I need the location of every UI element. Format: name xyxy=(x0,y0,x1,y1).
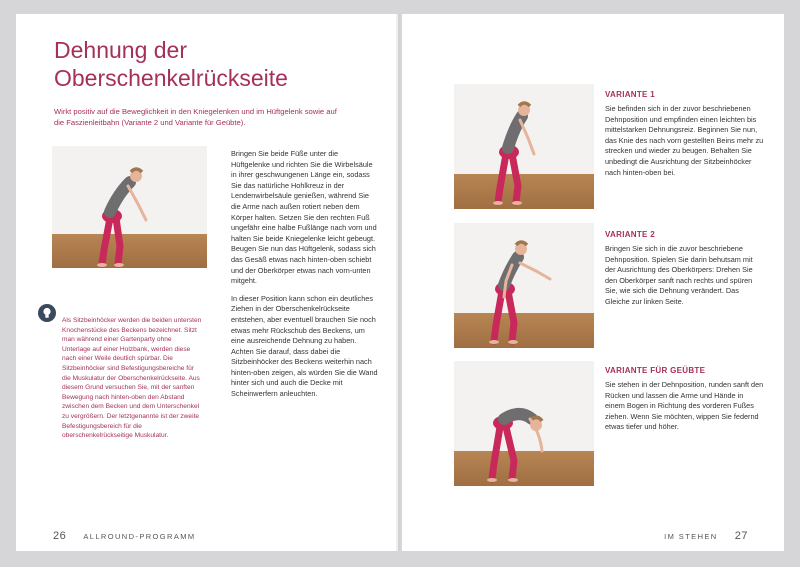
paragraph-1: Bringen Sie beide Füße unter die Hüftgelenke und richten Sie die Wirbelsäule in ihrer geschwungenen Länge ein, sodass Sie das natürliche Hohlkreuz in der Lendenwirbelsäule genießen, während Sie die Arme nach außen rotiert neben dem Körper halten. Setzen Sie den rechten Fuß ungefähr eine halbe Fußlänge nach vorn und halten Sie beide Kniegelenke leicht gebeugt. Beugen Sie nun das Hüftgelenk, sodass sich das Gesäß etwas nach hinten-oben schiebt und der Oberkörper etwas nach vorn-unten mitgeht. xyxy=(231,149,377,286)
variant-advanced-heading: VARIANTE FÜR GEÜBTE xyxy=(605,366,706,375)
lightbulb-icon xyxy=(38,304,56,322)
page-number-right: 27 xyxy=(734,530,748,542)
woman-variant-1-illustration xyxy=(454,84,594,209)
exercise-photo-variant-1 xyxy=(454,84,594,209)
woman-variant-2-illustration xyxy=(454,223,594,348)
variant-2-text: Bringen Sie sich in die zuvor beschriebene Dehnposition. Spielen Sie darin behutsam mit der Ausrichtung des Oberkörpers: Drehen Sie den Oberkörper sanft nach rechts und spüren Sie, wie sich die Dehnung verändert. Das Gleiche zur linken Seite. xyxy=(605,244,753,306)
page-number-left: 26 xyxy=(53,530,67,542)
variant-1-heading: VARIANTE 1 xyxy=(605,90,655,99)
exercise-photo-main xyxy=(52,146,207,268)
left-page xyxy=(16,14,398,551)
exercise-photo-variant-2 xyxy=(454,223,594,348)
variant-advanced-text: Sie stehen in der Dehnposition, runden sanft den Rücken und lassen die Arme und Hände in einem Bogen in Richtung des vorderen Fußes ziehen. Wenn Sie möchten, wippen Sie federnd etwas tiefer und höher. xyxy=(605,380,764,432)
running-head-right: IM STEHEN xyxy=(664,532,718,541)
variant-2-heading: VARIANTE 2 xyxy=(605,230,655,239)
woman-stretch-illustration xyxy=(52,146,207,268)
paragraph-2: In dieser Position kann schon ein deutliches Ziehen in der Oberschenkelrückseite entstehen, aber eventuell brauchen Sie noch etwas mehr Rückschub des Beckens, um eine ausreichende Dehnung zu haben. Achten Sie darauf, dass dabei die Sitzbeinhöcker des Beckens weiterhin nach hinten-oben zeigen, als würden Sie die Wand hinter sich und auch die Decke mit Scheinwerfern anleuchten. xyxy=(231,293,378,399)
exercise-photo-advanced xyxy=(454,361,594,486)
variant-1-block xyxy=(605,90,765,178)
variant-2-block xyxy=(605,230,765,308)
title-line-1: Dehnung der xyxy=(54,37,187,63)
page-title xyxy=(54,36,384,92)
footer-right xyxy=(664,530,748,542)
title-line-2: Oberschenkelrückseite xyxy=(54,65,288,91)
main-text-column xyxy=(231,149,379,407)
footer-left xyxy=(53,530,196,542)
right-page xyxy=(402,14,784,551)
variant-advanced-block xyxy=(605,366,765,433)
running-head-left: ALLROUND-PROGRAMM xyxy=(83,532,196,541)
variant-1-text: Sie befinden sich in der zuvor beschriebenen Dehnposition und empfinden einen leichten bis mittelstarken Dehnungsreiz. Beginnen Sie nun, das Knie des nach vorn gestellten Beins mehr zu strecken und wieder zu beugen. Behalten Sie unbedingt die Ausrichtung der Sitzbeinhöcker nach hinten-oben bei. xyxy=(605,104,764,177)
woman-advanced-illustration xyxy=(454,361,594,486)
tip-box: Als Sitzbeinhöcker werden die beiden untersten Knochenstücke des Beckens bezeichnet. Sitzt man während einer Gartenparty ohne Unterlage auf einer Holzbank, werden diese nach einer Weile deutlich spürbar. Die Sitzbeinhöcker sind Befestigungsbereiche für die Muskulatur der Oberschenkelrückseite. Aus diesem Grund versuchen Sie, mit der sanften Bewegung nach hinten-oben den Abstand zwischen dem Becken und dem Unterschenkel zu vergrößern. Der letztgenannte ist der zweite Befestigungsbereich für die oberschenkelrückseitige Muskulatur. xyxy=(62,317,202,440)
lead-text: Wirkt positiv auf die Beweglichkeit in den Kniegelenken und im Hüftgelenk sowie auf die Faszienleitbahn (Variante 2 und Variante für Geübte). xyxy=(54,107,337,127)
